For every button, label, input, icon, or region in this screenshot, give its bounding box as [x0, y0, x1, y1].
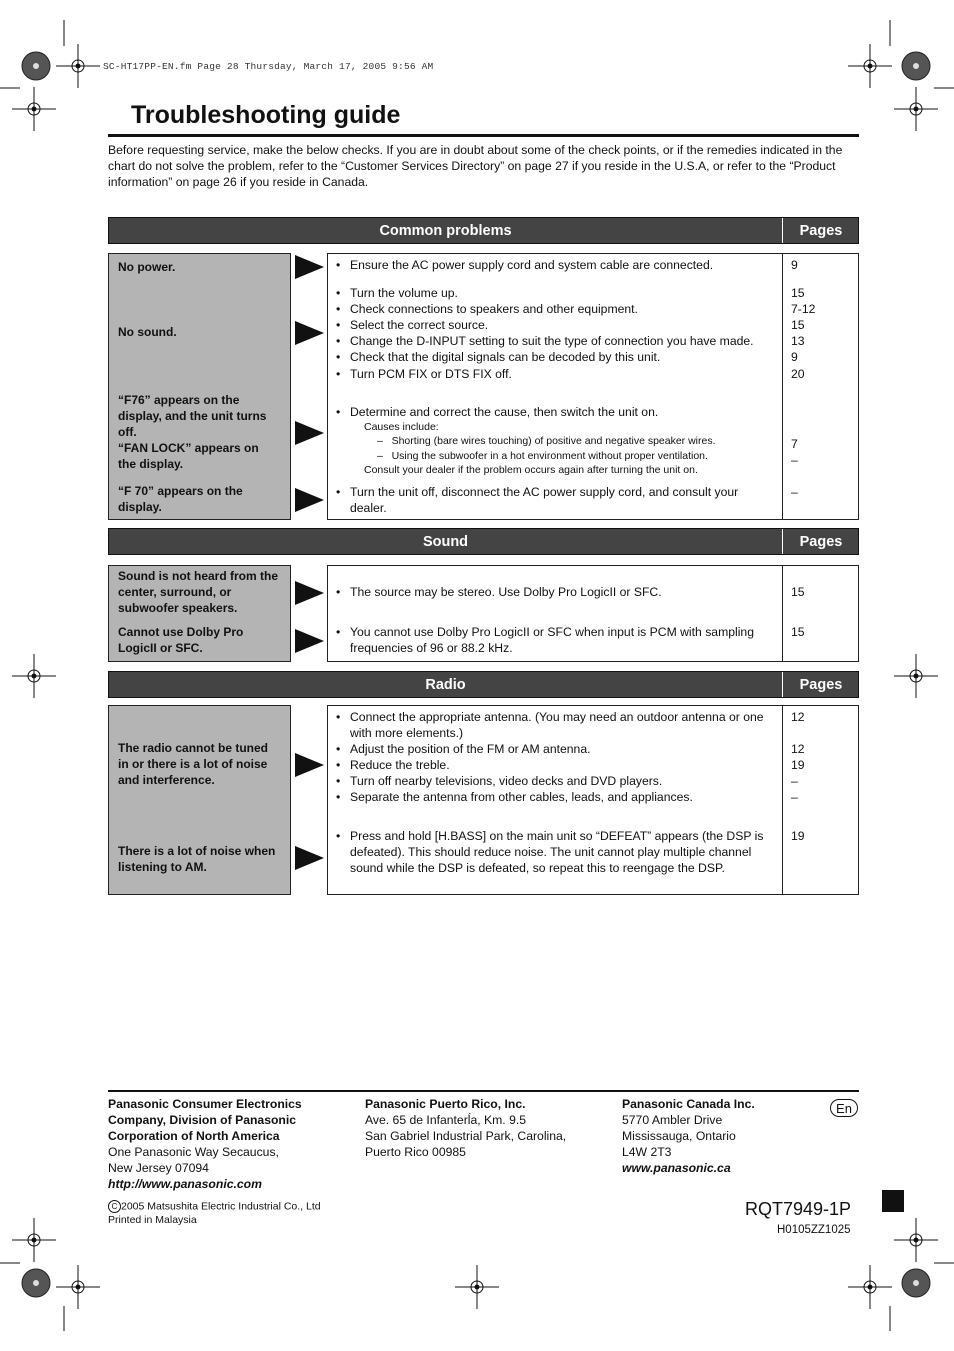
- page-title: Troubleshooting guide: [131, 101, 401, 129]
- page-ref: 12: [791, 710, 805, 724]
- model-code: RQT7949-1P: [745, 1199, 852, 1219]
- page-ref: 7: [791, 437, 798, 451]
- common-problems-list: [108, 253, 291, 520]
- pages-heading: Pages: [799, 222, 843, 239]
- page-ref: –: [791, 485, 798, 499]
- canada-city: Mississauga, Ontario: [622, 1129, 736, 1143]
- page-ref: 19: [791, 829, 805, 843]
- page-ref: –: [791, 453, 798, 467]
- section-heading: Sound: [422, 533, 469, 550]
- arrow-icon: [295, 629, 324, 653]
- problem-no-surround: Sound is not heard from the center, surround, or subwoofer speakers.: [118, 569, 279, 615]
- usa-company-line: Corporation of North America: [108, 1129, 280, 1143]
- printed-in: Printed in Malaysia: [108, 1214, 197, 1226]
- causes-label: Causes include:: [364, 421, 439, 433]
- copyright-icon: C: [108, 1200, 121, 1213]
- problem-f76: “F76” appears on the display, and the unit turns off. “FAN LOCK” appears on the display.: [118, 393, 267, 471]
- consult-note: Consult your dealer if the problem occurs again after turning the unit on.: [364, 464, 698, 476]
- page-ref: 9: [791, 350, 798, 364]
- canada-postal: L4W 2T3: [622, 1145, 672, 1159]
- page-ref: –: [791, 790, 798, 804]
- pages-divider: [782, 706, 783, 894]
- file-header: SC-HT17PP-EN.fm Page 28 Thursday, March 17, 2005 9:56 AM: [103, 61, 434, 72]
- page-ref: 19: [791, 758, 805, 772]
- copyright-line: [108, 1200, 321, 1213]
- arrow-icon: [295, 753, 324, 777]
- pages-divider: [782, 254, 783, 519]
- usa-city: New Jersey 07094: [108, 1161, 209, 1175]
- problem-f70: “F 70” appears on the display.: [118, 484, 243, 514]
- page-ref: 15: [791, 585, 805, 599]
- black-index-tab: [882, 1190, 904, 1212]
- usa-address: [108, 1096, 348, 1192]
- radio-header: [108, 671, 859, 698]
- page-ref: 20: [791, 367, 805, 381]
- canada-address: [622, 1096, 822, 1176]
- sound-header: [108, 528, 859, 555]
- page-ref: –: [791, 774, 798, 788]
- problem-no-dolby: Cannot use Dolby Pro LogicII or SFC.: [118, 625, 244, 655]
- usa-street: One Panasonic Way Secaucus,: [108, 1145, 279, 1159]
- page-ref: 15: [791, 318, 805, 332]
- arrow-icon: [295, 321, 324, 345]
- sound-remedies-box: • The source may be stereo. Use Dolby Pro LogicII or SFC. • You cannot use Dolby Pro LogicII or SFC when input is PCM with sampling frequencies of 96 or 88.2 kHz. 15 15: [327, 565, 859, 662]
- pages-heading: Pages: [799, 676, 843, 693]
- usa-company-line: Panasonic Consumer Electronics: [108, 1097, 302, 1111]
- arrow-icon: [295, 255, 324, 279]
- problem-no-sound: No sound.: [118, 325, 177, 339]
- arrow-icon: [295, 421, 324, 445]
- common-remedies-box: • Ensure the AC power supply cord and system cable are connected. • Turn the volume up. • Check connections to speakers and other equipment. • Select the correct source. • Change the D-INPUT setting to suit the type of connection you have made. • Check that the digital signals can be decoded by this unit. • Turn PCM FIX or DTS FIX off. • Determine and correct the cause, then switch the unit on. Causes include: – Shorting (bare wires touching) of positive and negative speaker wires. – Using the subwoofer in a hot environment without proper ventilation. Consult your dealer if the problem occurs again after turning the unit on. • Turn the unit off, disconnect the AC power supply cord, and consult your dealer. 9 15 7-12 15 13 9 20 7 – –: [327, 253, 859, 520]
- footer-rule: [108, 1090, 859, 1092]
- problem-radio-noise: The radio cannot be tuned in or there is a lot of noise and interference.: [118, 741, 269, 787]
- radio-remedies-box: • Connect the appropriate antenna. (You may need an outdoor antenna or one with more elements.) • Adjust the position of the FM or AM antenna. • Reduce the treble. • Turn off nearby televisions, video decks and DVD players. • Separate the antenna from other cables, leads, and appliances. • Press and hold [H.BASS] on the main unit so “DEFEAT” appears (the DSP is defeated). This should reduce noise. The unit cannot play multiple channel sound while the DSP is defeated, so repeat this to reengage the DSP. 12 12 19 – – 19: [327, 705, 859, 895]
- pr-city: Puerto Rico 00985: [365, 1145, 466, 1159]
- sound-problems-list: [108, 565, 291, 662]
- section-heading: Common problems: [379, 222, 512, 239]
- pr-address: [365, 1096, 605, 1160]
- canada-website-link[interactable]: www.panasonic.ca: [622, 1161, 731, 1175]
- radio-problems-list: [108, 705, 291, 895]
- canada-company: Panasonic Canada Inc.: [622, 1097, 755, 1111]
- title-rule: [108, 134, 859, 137]
- page-ref: 15: [791, 286, 805, 300]
- cause-item: – Shorting (bare wires touching) of positive and negative speaker wires.: [377, 435, 716, 447]
- page-ref: 7-12: [791, 302, 816, 316]
- page-ref: 13: [791, 334, 805, 348]
- arrow-icon: [295, 581, 324, 605]
- usa-company-line: Company, Division of Panasonic: [108, 1113, 297, 1127]
- copyright-text: 2005 Matsushita Electric Industrial Co., Ltd: [121, 1200, 321, 1213]
- page-ref: 15: [791, 625, 805, 639]
- problem-am-noise: There is a lot of noise when listening to AM.: [118, 844, 276, 874]
- arrow-icon: [295, 488, 324, 512]
- arrow-icon: [295, 846, 324, 870]
- pr-street: Ave. 65 de Infanterĺa, Km. 9.5: [365, 1113, 527, 1127]
- page-ref: 12: [791, 742, 805, 756]
- pages-divider: [782, 566, 783, 661]
- section-heading: Radio: [425, 676, 466, 693]
- pr-company: Panasonic Puerto Rico, Inc.: [365, 1097, 526, 1111]
- common-problems-header: [108, 217, 859, 244]
- usa-website-link[interactable]: http://www.panasonic.com: [108, 1177, 262, 1191]
- pages-heading: Pages: [799, 533, 843, 550]
- language-badge: En: [830, 1099, 858, 1117]
- part-code: H0105ZZ1025: [777, 1224, 851, 1236]
- canada-street: 5770 Ambler Drive: [622, 1113, 723, 1127]
- cause-item: – Using the subwoofer in a hot environment without proper ventilation.: [377, 450, 708, 462]
- pr-park: San Gabriel Industrial Park, Carolina,: [365, 1129, 567, 1143]
- problem-no-power: No power.: [118, 260, 176, 274]
- intro-paragraph: Before requesting service, make the below checks. If you are in doubt about some of the check points, or if the remedies indicated in the chart do not solve the problem, refer to the “Customer Services Directory” on page 27 if you reside in the U.S.A, or refer to the “Product information” on page 26 if you reside in Canada.: [108, 143, 843, 189]
- page-ref: 9: [791, 258, 798, 272]
